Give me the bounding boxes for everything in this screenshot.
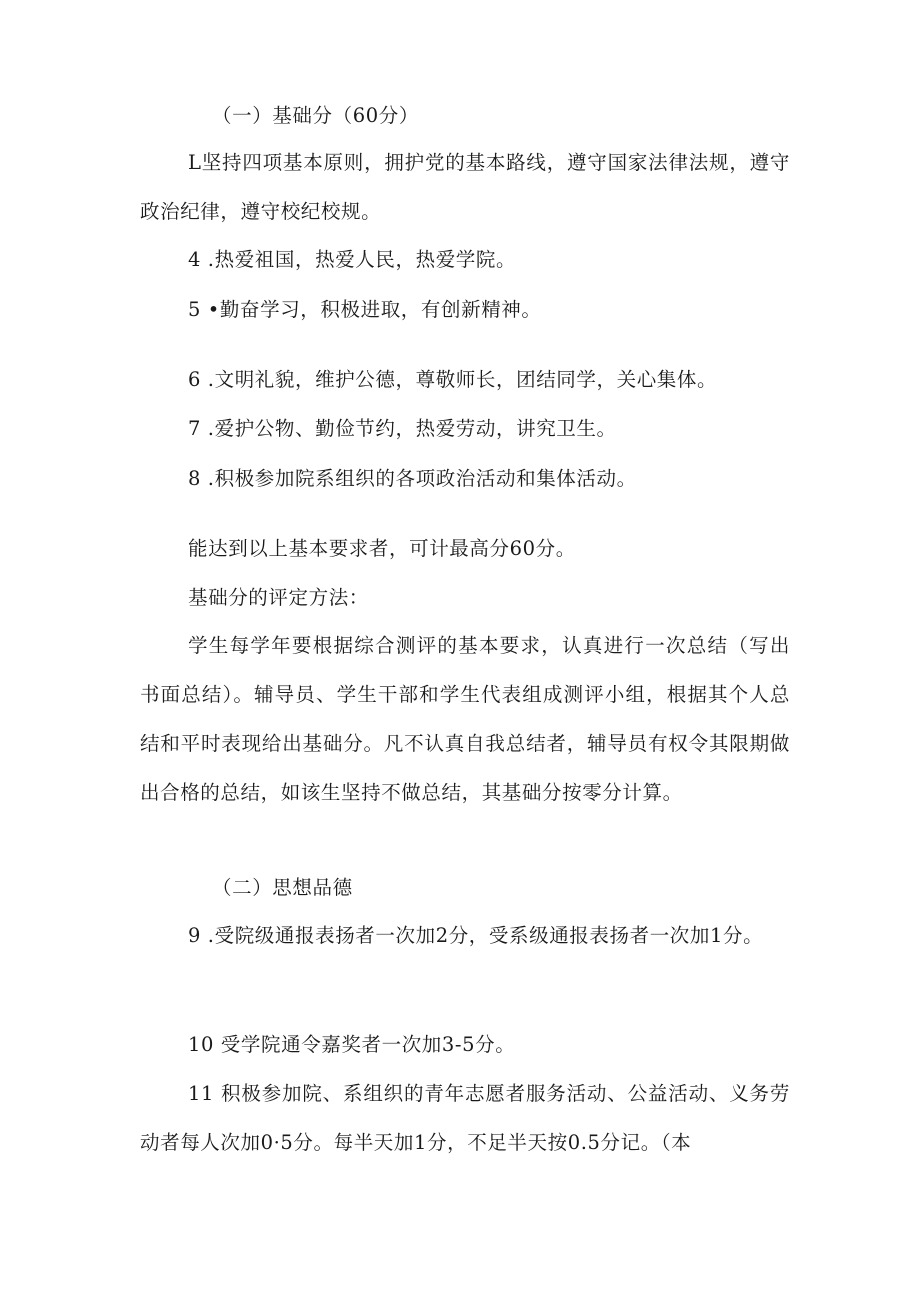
item-11-volunteer: 11 积极参加院、系组织的青年志愿者服务活动、公益活动、义务劳动者每人次加0·5分。每半天加1分，不足半天按0.5分记。（本 bbox=[140, 1082, 790, 1154]
item-6-courtesy: 6 .文明礼貌，维护公德，尊敬师长，团结同学，关心集体。 bbox=[188, 368, 718, 391]
item-7-public-property: 7 .爱护公物、勤俭节约，热爱劳动，讲究卫生。 bbox=[188, 417, 617, 440]
item-10-award: 10 受学院通令嘉奖者一次加3-5分。 bbox=[188, 1033, 516, 1056]
section-heading-basic-score: （一）基础分（60分） bbox=[212, 104, 419, 127]
max-score-note: 能达到以上基本要求者，可计最高分60分。 bbox=[188, 537, 576, 560]
item-5-study: 5 •勤奋学习，积极进取，有创新精神。 bbox=[188, 298, 542, 321]
method-title: 基础分的评定方法： bbox=[188, 586, 369, 609]
item-4-patriotism: 4 .热爱祖国，热爱人民，热爱学院。 bbox=[188, 248, 517, 271]
section-heading-moral-character: （二）思想品德 bbox=[212, 876, 353, 899]
method-description: 学生每学年要根据综合测评的基本要求，认真进行一次总结（写出书面总结）。辅导员、学生干部和学生代表组成测评小组，根据其个人总结和平时表现给出基础分。凡不认真自我总结者，辅导员有权令其限期做出合格的总结，如该生坚持不做总结，其基础分按零分计算。 bbox=[140, 634, 790, 804]
item-8-activities: 8 .积极参加院系组织的各项政治活动和集体活动。 bbox=[188, 467, 637, 490]
item-9-commendation: 9 .受院级通报表扬者一次加2分，受系级通报表扬者一次加1分。 bbox=[188, 924, 764, 947]
item-1-principles: L坚持四项基本原则，拥护党的基本路线，遵守国家法律法规，遵守政治纪律，遵守校纪校规。 bbox=[140, 151, 790, 223]
